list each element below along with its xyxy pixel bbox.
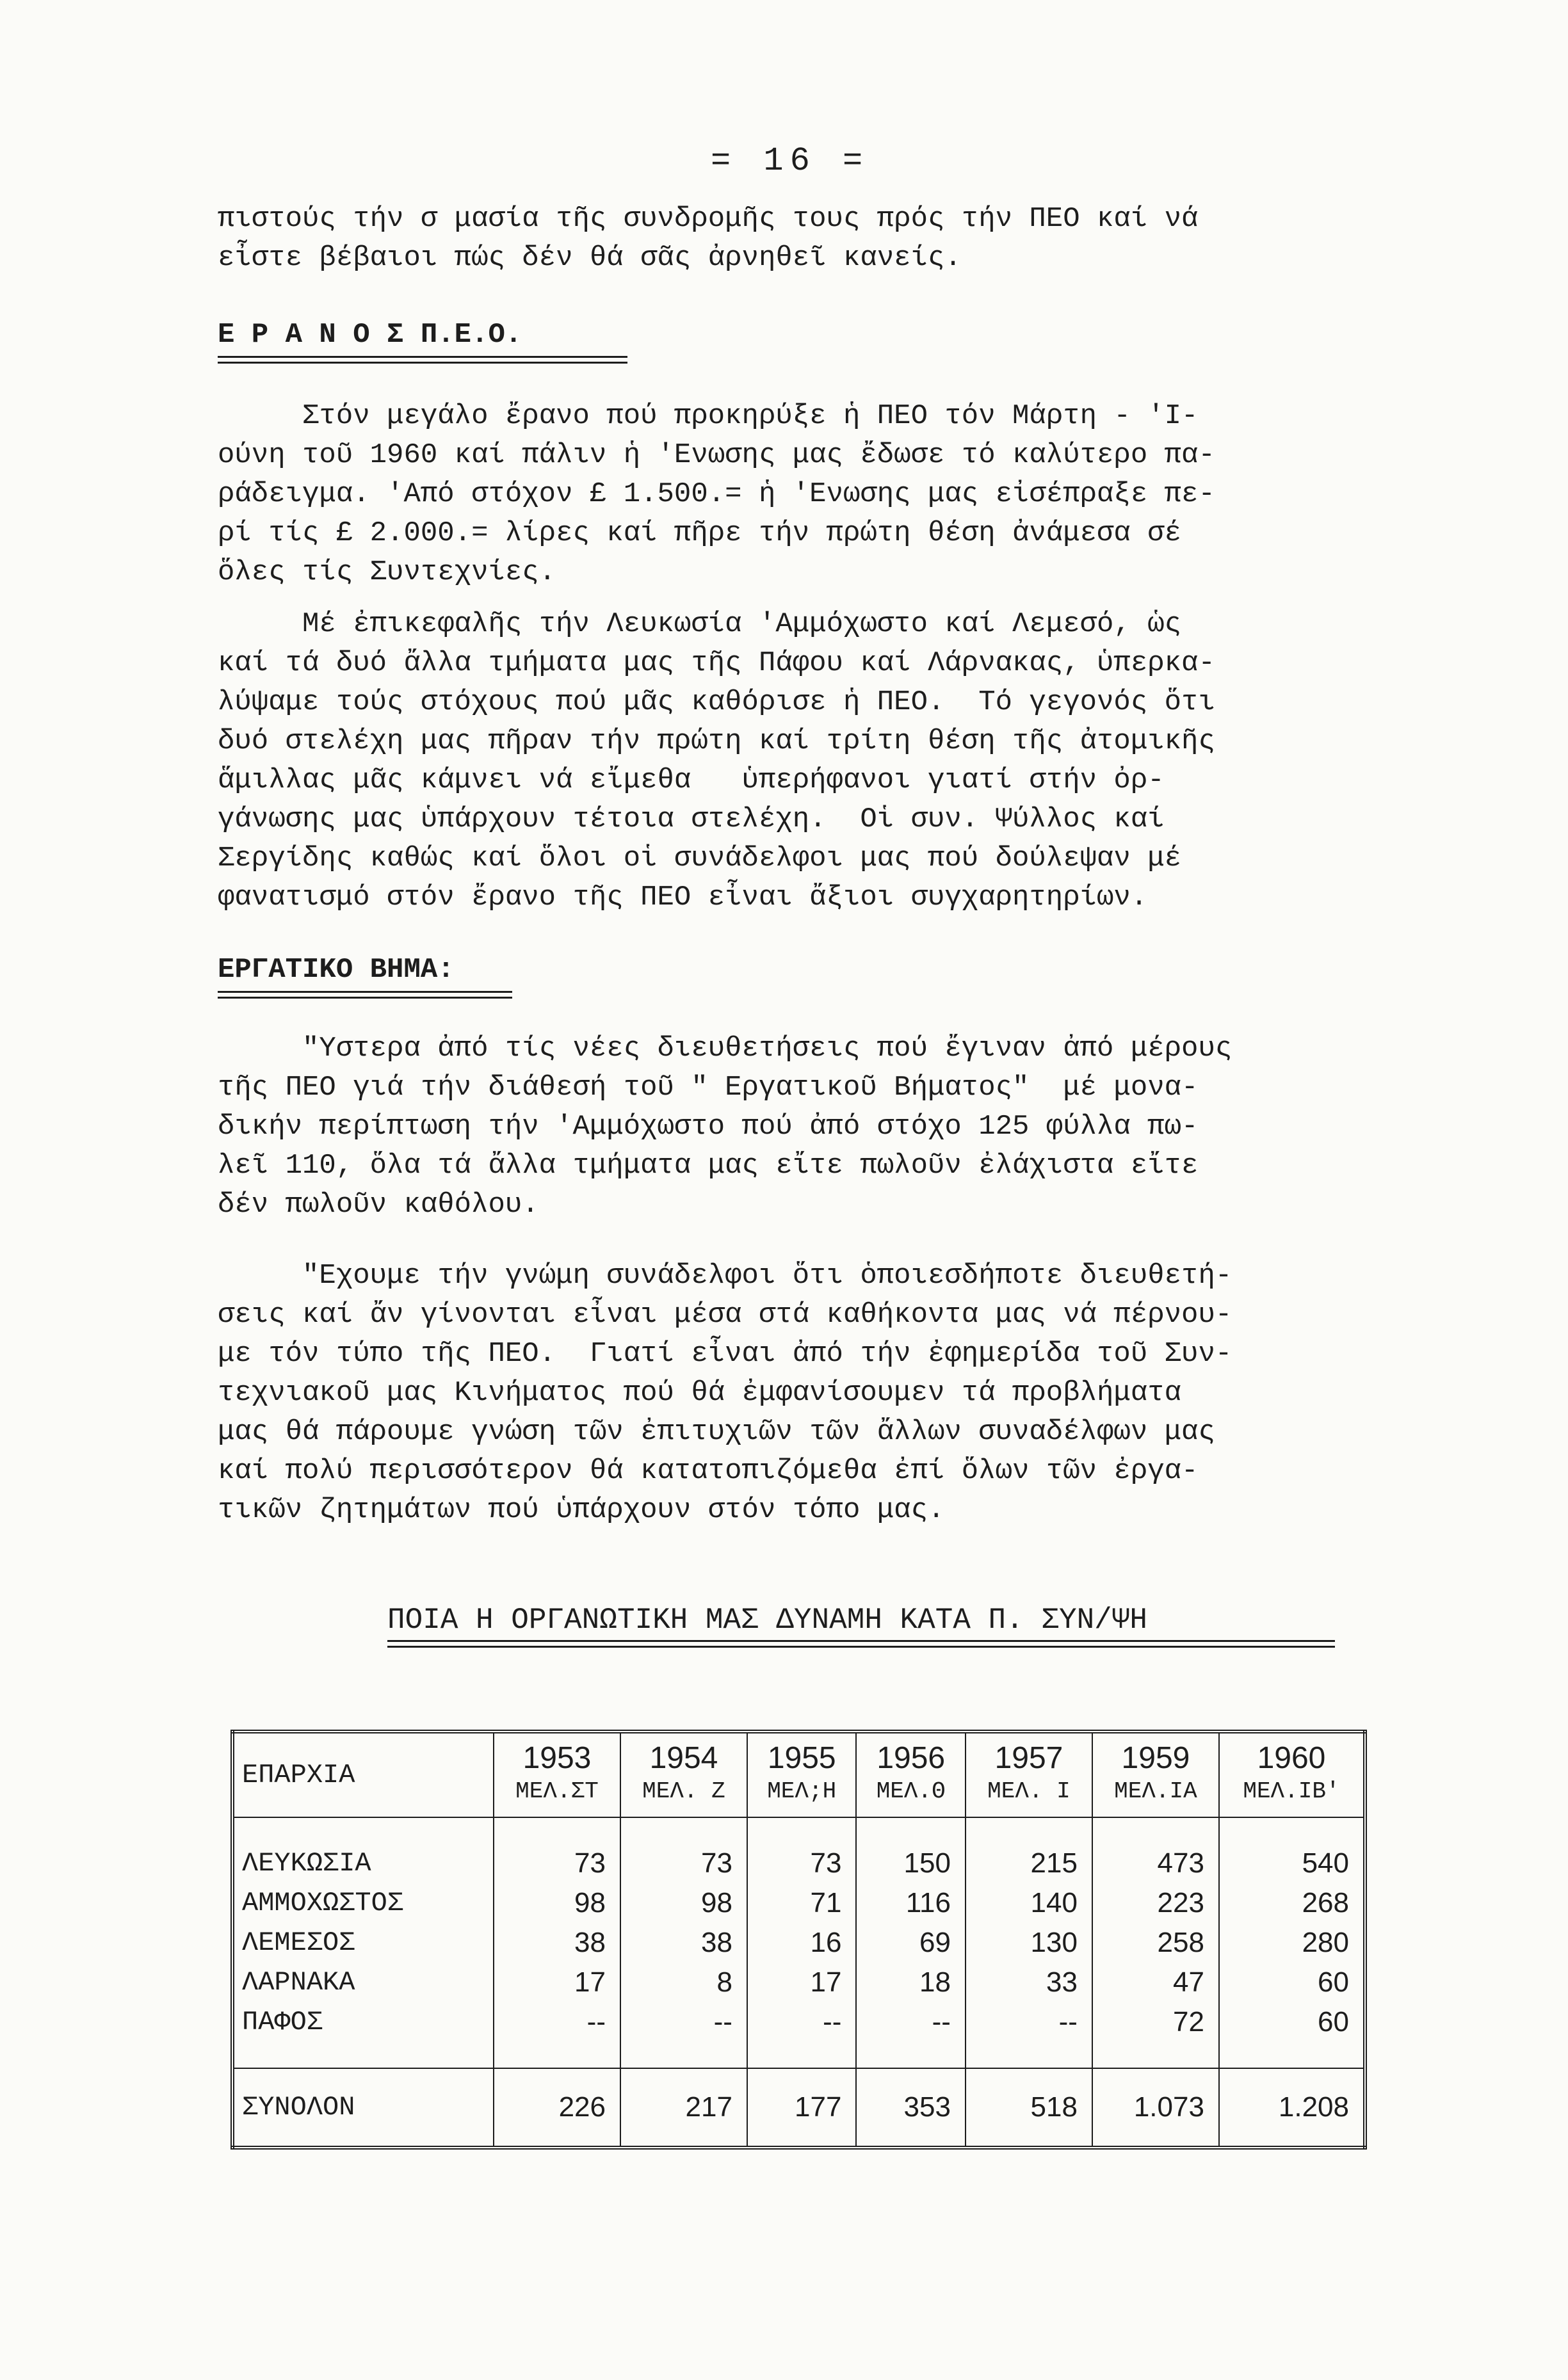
value-cell: 17 bbox=[747, 1963, 857, 2002]
column-label: ΜΕΛ.ΣΤ bbox=[515, 1778, 599, 1805]
value-cell: 98 bbox=[494, 1883, 620, 1923]
column-year: 1955 bbox=[767, 1741, 836, 1775]
column-year: 1959 bbox=[1121, 1741, 1190, 1775]
column-label: ΜΕΛ;Η bbox=[767, 1778, 837, 1805]
page-number: = 16 = bbox=[711, 142, 869, 180]
value-cell: 268 bbox=[1219, 1883, 1365, 1923]
total-value-cell: 1.208 bbox=[1219, 2068, 1365, 2148]
column-header bbox=[494, 1732, 620, 1817]
total-label-cell: ΣΥΝΟΛΟΝ bbox=[232, 2068, 494, 2148]
total-value-cell: 353 bbox=[856, 2068, 966, 2148]
spacer-cell bbox=[966, 2042, 1092, 2068]
value-cell: 130 bbox=[966, 1923, 1092, 1963]
column-year: 1953 bbox=[522, 1741, 592, 1775]
region-cell: ΑΜΜΟΧΩΣΤΟΣ bbox=[242, 1888, 404, 1918]
bhma-paragraph-1: "Υστερα ἀπό τίς νέες διευθετήσεις πού ἔγιναν ἀπό μέρους τῆς ΠΕΟ γιά τήν διάθεσή τοῦ " Εργατικοῦ Βήματος" μέ μονα- δικήν περίπτωση τήν 'Αμμόχωστο πού ἀπό στόχο 125 φύλλα πω- λεῖ 110, ὅλα τά ἄλλα τμήματα μας εἴτε πωλοῦν ἐλάχιστα εἴτε δέν πωλοῦν καθόλου. bbox=[218, 1033, 1233, 1221]
value-cell: 38 bbox=[494, 1923, 620, 1963]
value-cell: 73 bbox=[747, 1844, 857, 1883]
table-row bbox=[232, 1923, 1365, 1963]
table-title: ΠΟΙΑ Η ΟΡΓΑΝΩΤΙΚΗ ΜΑΣ ΔΥΝΑΜΗ ΚΑΤΑ Π. ΣΥΝ/ΨΗ bbox=[387, 1604, 1147, 1637]
spacer-cell bbox=[1219, 1817, 1365, 1844]
value-cell: 98 bbox=[620, 1883, 747, 1923]
value-cell: 69 bbox=[856, 1923, 966, 1963]
table-spacer-row bbox=[232, 1817, 1365, 1844]
value-cell: 72 bbox=[1092, 2002, 1219, 2042]
spacer-cell bbox=[747, 1817, 857, 1844]
eranos-paragraph-1: Στόν μεγάλο ἔρανο πού προκηρύξε ἡ ΠΕΟ τόν Μάρτη - 'Ι- ούνη τοῦ 1960 καί πάλιν ἡ 'Ενωσης μας ἔδωσε τό καλύτερο πα- ράδειγμα. 'Από στόχον £ 1.500.= ἡ 'Ενωσης μας εἰσέπραξε πε- ρί τίς £ 2.000.= λίρες καί πῆρε τήν πρώτη θέση ἀνάμεσα σέ ὅλες τίς Συντεχνίες. bbox=[218, 400, 1215, 588]
spacer-cell bbox=[1092, 1817, 1219, 1844]
eranos-heading bbox=[218, 319, 522, 351]
table-spacer-row bbox=[232, 2042, 1365, 2068]
region-cell: ΛΑΡΝΑΚΑ bbox=[242, 1967, 355, 1998]
column-label: ΜΕΛ. Ζ bbox=[642, 1778, 725, 1805]
column-label: ΜΕΛ.Θ bbox=[876, 1778, 946, 1805]
value-cell: 8 bbox=[620, 1963, 747, 2002]
value-cell: 18 bbox=[856, 1963, 966, 2002]
region-cell: ΠΑΦΟΣ bbox=[242, 2007, 323, 2038]
value-cell: -- bbox=[966, 2002, 1092, 2042]
value-cell: 140 bbox=[966, 1883, 1092, 1923]
value-cell: 17 bbox=[494, 1963, 620, 2002]
value-cell: 73 bbox=[494, 1844, 620, 1883]
column-header bbox=[1219, 1732, 1365, 1817]
column-year: 1960 bbox=[1257, 1741, 1326, 1775]
region-header: ΕΠΑΡΧΙΑ bbox=[232, 1732, 494, 1817]
column-header bbox=[747, 1732, 857, 1817]
value-cell: -- bbox=[494, 2002, 620, 2042]
spacer-cell bbox=[232, 2042, 494, 2068]
region-cell: ΛΕΜΕΣΟΣ bbox=[242, 1927, 355, 1958]
total-value-cell: 1.073 bbox=[1092, 2068, 1219, 2148]
value-cell: 540 bbox=[1219, 1844, 1365, 1883]
total-value-cell: 177 bbox=[747, 2068, 857, 2148]
column-label: ΜΕΛ.ΙΑ bbox=[1114, 1778, 1197, 1805]
total-value-cell: 226 bbox=[494, 2068, 620, 2148]
table-total-row bbox=[232, 2068, 1365, 2148]
table-row bbox=[232, 1963, 1365, 2002]
spacer-cell bbox=[620, 2042, 747, 2068]
column-year: 1957 bbox=[994, 1741, 1063, 1775]
eranos-heading-underline bbox=[218, 356, 627, 364]
value-cell: 47 bbox=[1092, 1963, 1219, 2002]
spacer-cell bbox=[747, 2042, 857, 2068]
spacer-cell bbox=[494, 2042, 620, 2068]
value-cell: 280 bbox=[1219, 1923, 1365, 1963]
spacer-cell bbox=[856, 2042, 966, 2068]
value-cell: 73 bbox=[620, 1844, 747, 1883]
total-value-cell: 217 bbox=[620, 2068, 747, 2148]
bhma-heading bbox=[218, 954, 455, 986]
spacer-cell bbox=[494, 1817, 620, 1844]
value-cell: 60 bbox=[1219, 2002, 1365, 2042]
value-cell: 258 bbox=[1092, 1923, 1219, 1963]
value-cell: 71 bbox=[747, 1883, 857, 1923]
value-cell: 16 bbox=[747, 1923, 857, 1963]
bhma-heading-underline bbox=[218, 991, 512, 999]
column-header bbox=[1092, 1732, 1219, 1817]
value-cell: 215 bbox=[966, 1844, 1092, 1883]
column-label: ΜΕΛ. Ι bbox=[987, 1778, 1071, 1805]
eranos-heading-text: Ε Ρ Α Ν Ο Σ Π.Ε.Ο. bbox=[218, 319, 522, 351]
table-row bbox=[232, 2002, 1365, 2042]
column-header bbox=[966, 1732, 1092, 1817]
value-cell: 33 bbox=[966, 1963, 1092, 2002]
intro-paragraph: πιστούς τήν σ μασία τῆς συνδρομῆς τους πρός τήν ΠΕΟ καί νά εἶστε βέβαιοι πώς δέν θά σᾶς ἀρνηθεῖ κανείς. bbox=[218, 203, 1199, 274]
bhma-paragraph-2: "Εχουμε τήν γνώμη συνάδελφοι ὅτι ὁποιεσδήποτε διευθετή- σεις καί ἄν γίνονται εἶναι μέσα στά καθήκοντα μας νά πέρνου- με τόν τύπο τῆς ΠΕΟ. Γιατί εἶναι ἀπό τήν ἐφημερίδα τοῦ Συν- τεχνιακοῦ μας Κινήματος πού θά ἐμφανίσουμεν τά προβλήματα μας θά πάρουμε γνώση τῶν ἐπιτυχιῶν τῶν ἄλλων συναδέλφων μας καί πολύ περισσότερον θά κατατοπιζόμεθα ἐπί ὅλων τῶν ἐργα- τικῶν ζητημάτων πού ὑπάρχουν στόν τόπο μας. bbox=[218, 1260, 1233, 1526]
value-cell: 223 bbox=[1092, 1883, 1219, 1923]
value-cell: 116 bbox=[856, 1883, 966, 1923]
spacer-cell bbox=[1092, 2042, 1219, 2068]
spacer-cell bbox=[232, 1817, 494, 1844]
spacer-cell bbox=[856, 1817, 966, 1844]
value-cell: -- bbox=[620, 2002, 747, 2042]
bhma-heading-text: ΕΡΓΑΤΙΚΟ ΒΗΜΑ: bbox=[218, 954, 455, 986]
value-cell: 473 bbox=[1092, 1844, 1219, 1883]
total-value-cell: 518 bbox=[966, 2068, 1092, 2148]
column-year: 1954 bbox=[649, 1741, 718, 1775]
table-header-row bbox=[232, 1732, 1365, 1817]
value-cell: -- bbox=[747, 2002, 857, 2042]
region-cell: ΛΕΥΚΩΣΙΑ bbox=[242, 1848, 371, 1879]
column-header bbox=[620, 1732, 747, 1817]
value-cell: 38 bbox=[620, 1923, 747, 1963]
value-cell: 150 bbox=[856, 1844, 966, 1883]
table-row bbox=[232, 1844, 1365, 1883]
spacer-cell bbox=[1219, 2042, 1365, 2068]
column-label: ΜΕΛ.ΙΒ' bbox=[1243, 1778, 1340, 1805]
eranos-paragraph-2: Μέ ἐπικεφαλῆς τήν Λευκωσία 'Αμμόχωστο καί Λεμεσό, ὡς καί τά δυό ἄλλα τμήματα μας τῆς Πάφου καί Λάρνακας, ὑπερκα- λύψαμε τούς στόχους πού μᾶς καθόρισε ἡ ΠΕΟ. Τό γεγονός ὅτι δυό στελέχη μας πῆραν τήν πρώτη καί τρίτη θέση τῆς ἀτομικῆς ἅμιλλας μᾶς κάμνει νά εἴμεθα ὑπερήφανοι γιατί στήν ὀρ- γάνωσης μας ὑπάρχουν τέτοια στελέχη. Οἱ συν. Ψύλλος καί Σεργίδης καθώς καί ὅλοι οἱ συνάδελφοι μας πού δούλεψαν μέ φανατισμό στόν ἔρανο τῆς ΠΕΟ εἶναι ἄξιοι συγχαρητηρίων. bbox=[218, 608, 1215, 913]
column-year: 1956 bbox=[877, 1741, 946, 1775]
value-cell: 60 bbox=[1219, 1963, 1365, 2002]
table-title-underline bbox=[387, 1640, 1335, 1648]
membership-table bbox=[230, 1730, 1367, 2150]
value-cell: -- bbox=[856, 2002, 966, 2042]
column-header bbox=[856, 1732, 966, 1817]
spacer-cell bbox=[620, 1817, 747, 1844]
spacer-cell bbox=[966, 1817, 1092, 1844]
table-row bbox=[232, 1883, 1365, 1923]
